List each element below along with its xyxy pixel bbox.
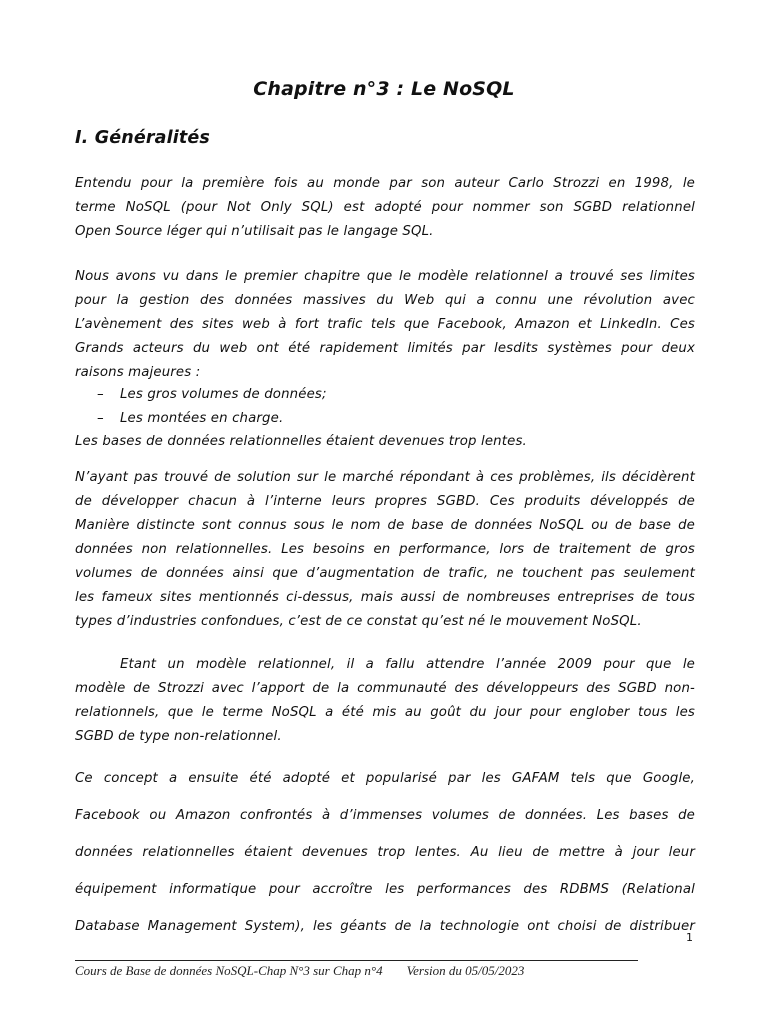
text-line: N’ayant pas trouvé de solution sur le marché répondant à ces problèmes, ils décidèrent [75, 470, 695, 485]
text-line: Etant un modèle relationnel, il a fallu attendre l’année 2009 pour que le [120, 657, 695, 672]
text-line: terme NoSQL (pour Not Only SQL) est adopté pour nommer son SGBD relationnel [75, 200, 695, 215]
text-line: types d’industries confondues, c’est de ce constat qu’est né le mouvement NoSQL. [75, 614, 642, 629]
paragraph-2-end [75, 430, 695, 454]
text-line: SGBD de type non-relationnel. [75, 729, 282, 744]
bullet-item [97, 407, 283, 431]
chapter-title: Chapitre n°3 : Le NoSQL [253, 78, 515, 100]
text-line: modèle de Strozzi avec l’apport de la communauté des développeurs des SGBD non- [75, 681, 695, 696]
bullet-dash-icon: – [97, 387, 104, 402]
text-line: équipement informatique pour accroître les performances des RDBMS (Relational [75, 882, 695, 897]
section-heading: I. Généralités [75, 128, 210, 148]
text-line: Database Management System), les géants de la technologie ont choisi de distribuer [75, 919, 695, 934]
text-line: Facebook ou Amazon confrontés à d’immenses volumes de données. Les bases de [75, 808, 695, 823]
text-line: pour la gestion des données massives du Web qui a connu une révolution avec [75, 293, 695, 308]
bullet-item [97, 383, 327, 407]
text-line: Manière distincte sont connus sous le nom de base de données NoSQL ou de base de [75, 518, 695, 533]
paragraph-2 [75, 265, 695, 385]
bullet-text: Les montées en charge. [120, 411, 284, 426]
text-line: de développer chacun à l’interne leurs propres SGBD. Ces produits développés de [75, 494, 695, 509]
page-number: 1 [686, 931, 693, 944]
text-line: Grands acteurs du web ont été rapidement limités par lesdits systèmes pour deux [75, 341, 695, 356]
text-line: relationnels, que le terme NoSQL a été mis au goût du jour pour englober tous les [75, 705, 695, 720]
text-line: raisons majeures : [75, 365, 201, 380]
text-line: L’avènement des sites web à fort trafic tels que Facebook, Amazon et LinkedIn. Ces [75, 317, 695, 332]
text-line: volumes de données ainsi que d’augmentation de trafic, ne touchent pas seulement [75, 566, 695, 581]
paragraph-4 [75, 653, 695, 749]
text-line: Open Source léger qui n’utilisait pas le langage SQL. [75, 224, 434, 239]
text-line: les fameux sites mentionnés ci-dessus, mais aussi de nombreuses entreprises de tous [75, 590, 695, 605]
bullet-text: Les gros volumes de données; [120, 387, 327, 402]
paragraph-1 [75, 172, 695, 244]
text-line: Entendu pour la première fois au monde par son auteur Carlo Strozzi en 1998, le [75, 176, 695, 191]
paragraph-3 [75, 466, 695, 634]
footer-divider [75, 960, 638, 961]
page-footer [75, 963, 524, 979]
footer-course: Cours de Base de données NoSQL-Chap N°3 sur Chap n°4 [75, 963, 383, 978]
text-line: Ce concept a ensuite été adopté et popularisé par les GAFAM tels que Google, [75, 771, 695, 786]
footer-version: Version du 05/05/2023 [406, 963, 525, 978]
text-line: données non relationnelles. Les besoins en performance, lors de traitement de gros [75, 542, 695, 557]
text-line: Nous avons vu dans le premier chapitre que le modèle relationnel a trouvé ses limites [75, 269, 695, 284]
bullet-dash-icon: – [97, 411, 104, 426]
text-line: Les bases de données relationnelles étaient devenues trop lentes. [75, 434, 527, 449]
paragraph-5 [75, 760, 695, 945]
text-line: données relationnelles étaient devenues trop lentes. Au lieu de mettre à jour leur [75, 845, 695, 860]
